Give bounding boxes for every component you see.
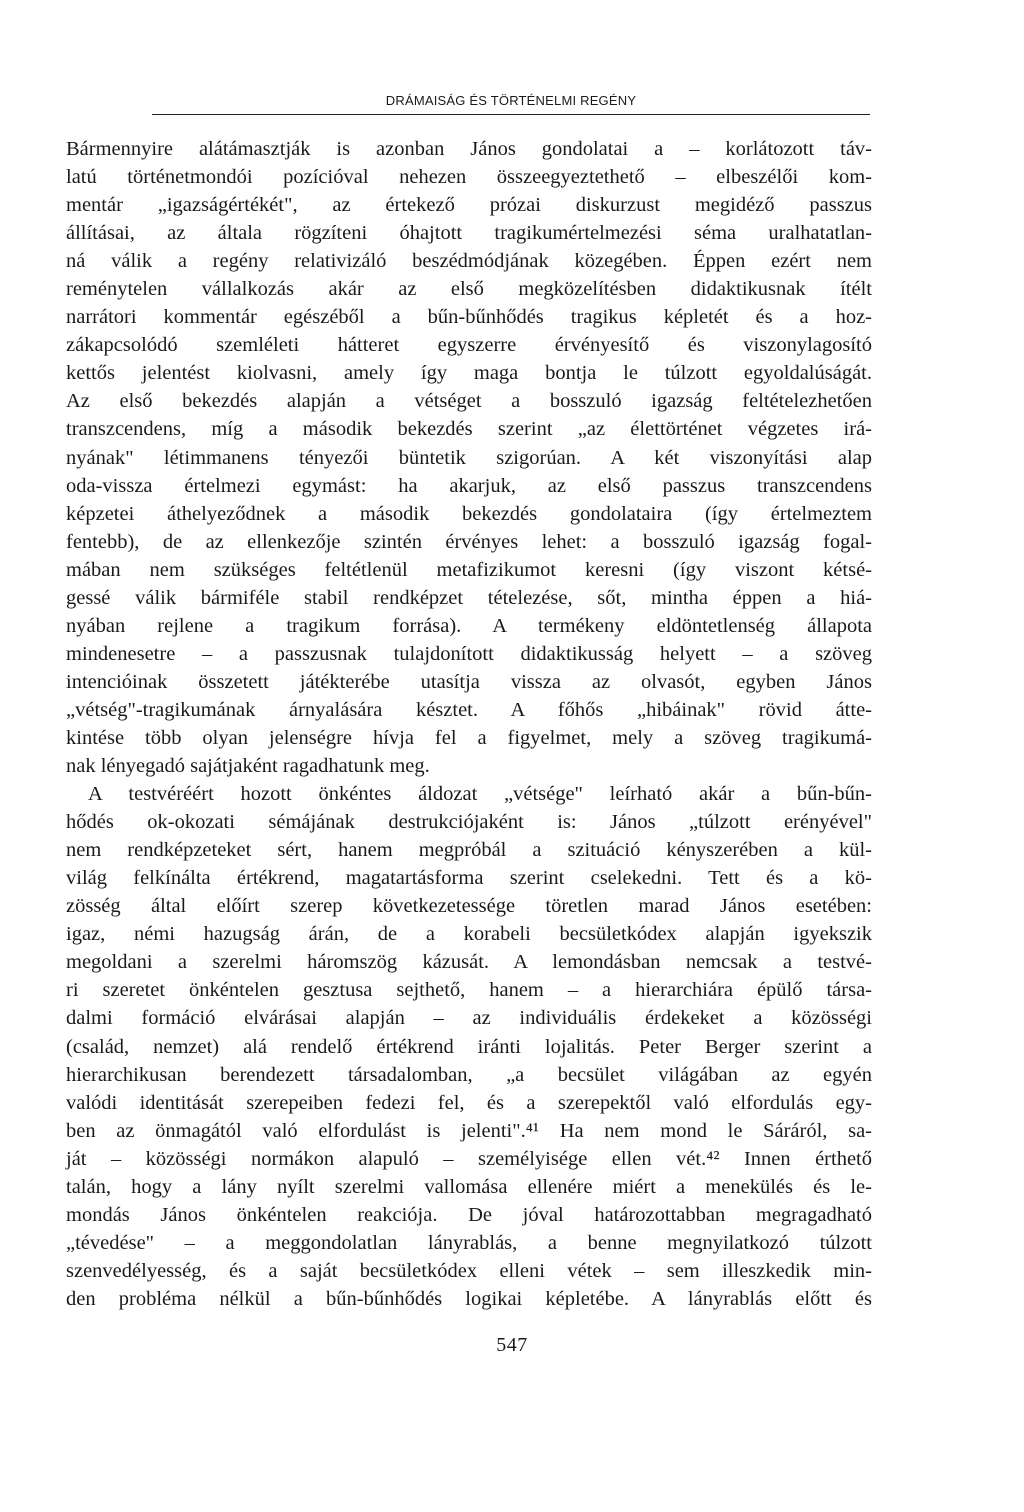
text-line-27: világ felkínálta értékrend, magatartásforma szerint cselekedni. Tett és a kö- xyxy=(66,867,872,890)
text-line-3: mentár „igazságértékét", az értekező prózai diskurzust megidéző passzus xyxy=(66,194,872,217)
text-line-24: A testvéréért hozott önkéntes áldozat „vétsége" leírható akár a bűn-bűn- xyxy=(88,783,872,806)
running-head xyxy=(152,92,870,115)
text-line-39: mondás János önkéntelen reakciója. De jóval határozottabban megragadható xyxy=(66,1203,872,1226)
text-line-8: zákapcsolódó szemléleti hátteret egyszerre érvényesítő és viszonylagosító xyxy=(66,334,872,357)
text-line-28: zösség által előírt szerep következetessége töretlen marad János esetében: xyxy=(66,895,872,918)
text-line-1: Bármennyire alátámasztják is azonban János gondolatai a – korlátozott táv- xyxy=(66,138,872,160)
text-line-6: reménytelen vállalkozás akár az első megközelítésben didaktikusnak ítélt xyxy=(66,278,872,301)
text-line-34: hierarchikusan berendezett társadalomban, „a becsület világában az egyén xyxy=(66,1063,872,1086)
text-line-26: nem rendképzeteket sért, hanem megpróbál a szituáció kényszerében a kül- xyxy=(66,839,872,862)
text-line-29: igaz, némi hazugság árán, de a korabeli becsületkódex alapján igyekszik xyxy=(66,923,872,946)
text-line-23: nak lényegadó sajátjaként ragadhatunk meg. xyxy=(66,755,430,778)
text-line-5: ná válik a regény relativizáló beszédmódjának közegében. Éppen ezért nem xyxy=(66,250,872,273)
body-text xyxy=(66,135,872,1313)
text-line-18: nyában rejlene a tragikum forrása). A termékeny eldöntetlenség állapota xyxy=(66,614,872,637)
text-line-31: ri szeretet önkéntelen gesztusa sejthető, hanem – a hierarchiára épülő társa- xyxy=(66,979,872,1002)
text-line-7: narrátori kommentár egészéből a bűn-bűnhődés tragikus képletét és a hoz- xyxy=(66,306,872,329)
text-line-14: képzetei áthelyeződnek a második bekezdés gondolataira (így értelmeztem xyxy=(66,502,872,525)
text-line-17: gessé válik bármiféle stabil rendképzet tételezése, sőt, mintha éppen a hiá- xyxy=(66,586,872,609)
running-head-title: DRÁMAISÁG ÉS TÖRTÉNELMI REGÉNY xyxy=(385,93,637,108)
text-line-12: nyának" létimmanens tényezői büntetik szigorúan. A két viszonyítási alap xyxy=(66,446,872,469)
text-line-40: „tévedése" – a meggondolatlan lányrablás, a benne megnyilatkozó túlzott xyxy=(66,1231,872,1254)
text-line-30: megoldani a szerelmi háromszög kázusát. A lemondásban nemcsak a testvé- xyxy=(66,951,872,974)
text-line-4: állításai, az általa rögzíteni óhajtott tragikumértelmezési séma uralhatatlan- xyxy=(66,222,872,245)
text-line-2: latú történetmondói pozícióval nehezen összeegyeztethető – elbeszélői kom- xyxy=(66,166,872,189)
text-line-42: den probléma nélkül a bűn-bűnhődés logikai képletébe. A lányrablás előtt és xyxy=(66,1287,872,1310)
text-line-36: ben az önmagától való elfordulást is jelenti".⁴¹ Ha nem mond le Sáráról, sa- xyxy=(66,1119,872,1142)
text-line-15: fentebb), de az ellenkezője szintén érvényes lehet: a bosszuló igazság fogal- xyxy=(66,530,872,553)
page-number: 547 xyxy=(496,1334,528,1356)
text-line-9: kettős jelentést kiolvasni, amely így maga bontja le túlzott egyoldalúságát. xyxy=(66,362,872,385)
text-line-19: mindenesetre – a passzusnak tulajdonított didaktikusság helyett – a szöveg xyxy=(66,642,872,665)
text-line-11: transzcendens, míg a második bekezdés szerint „az élettörténet végzetes irá- xyxy=(66,418,872,441)
text-line-22: kintése több olyan jelenségre hívja fel a figyelmet, mely a szöveg tragikumá- xyxy=(66,726,872,749)
text-line-10: Az első bekezdés alapján a vétséget a bosszuló igazság feltételezhetően xyxy=(66,390,872,413)
text-line-21: „vétség"-tragikumának árnyalására késztet. A főhős „hibáinak" rövid átte- xyxy=(66,698,872,721)
text-line-41: szenvedélyesség, és a saját becsületkódex elleni vétek – sem illeszkedik min- xyxy=(66,1259,872,1282)
text-line-20: intencióinak összetett játékterébe utasítja vissza az olvasót, egyben János xyxy=(66,670,872,693)
text-line-38: talán, hogy a lány nyílt szerelmi vallomása ellenére miért a menekülés és le- xyxy=(66,1175,872,1198)
text-line-32: dalmi formáció elvárásai alapján – az individuális érdekeket a közösségi xyxy=(66,1007,872,1030)
text-line-13: oda-vissza értelmezi egymást: ha akarjuk, az első passzus transzcendens xyxy=(66,474,872,497)
text-line-33: (család, nemzet) alá rendelő értékrend iránti lojalitás. Peter Berger szerint a xyxy=(66,1035,872,1058)
text-line-37: ját – közösségi normákon alapuló – személyisége ellen vét.⁴² Innen érthető xyxy=(66,1147,872,1170)
text-line-25: hődés ok-okozati sémájának destrukciójaként is: János „túlzott erényével" xyxy=(66,811,872,834)
text-line-16: mában nem szükséges feltétlenül metafizikumot keresni (így viszont kétsé- xyxy=(66,558,872,581)
text-line-35: valódi identitását szerepeiben fedezi fel, és a szerepektől való elfordulás egy- xyxy=(66,1091,872,1114)
